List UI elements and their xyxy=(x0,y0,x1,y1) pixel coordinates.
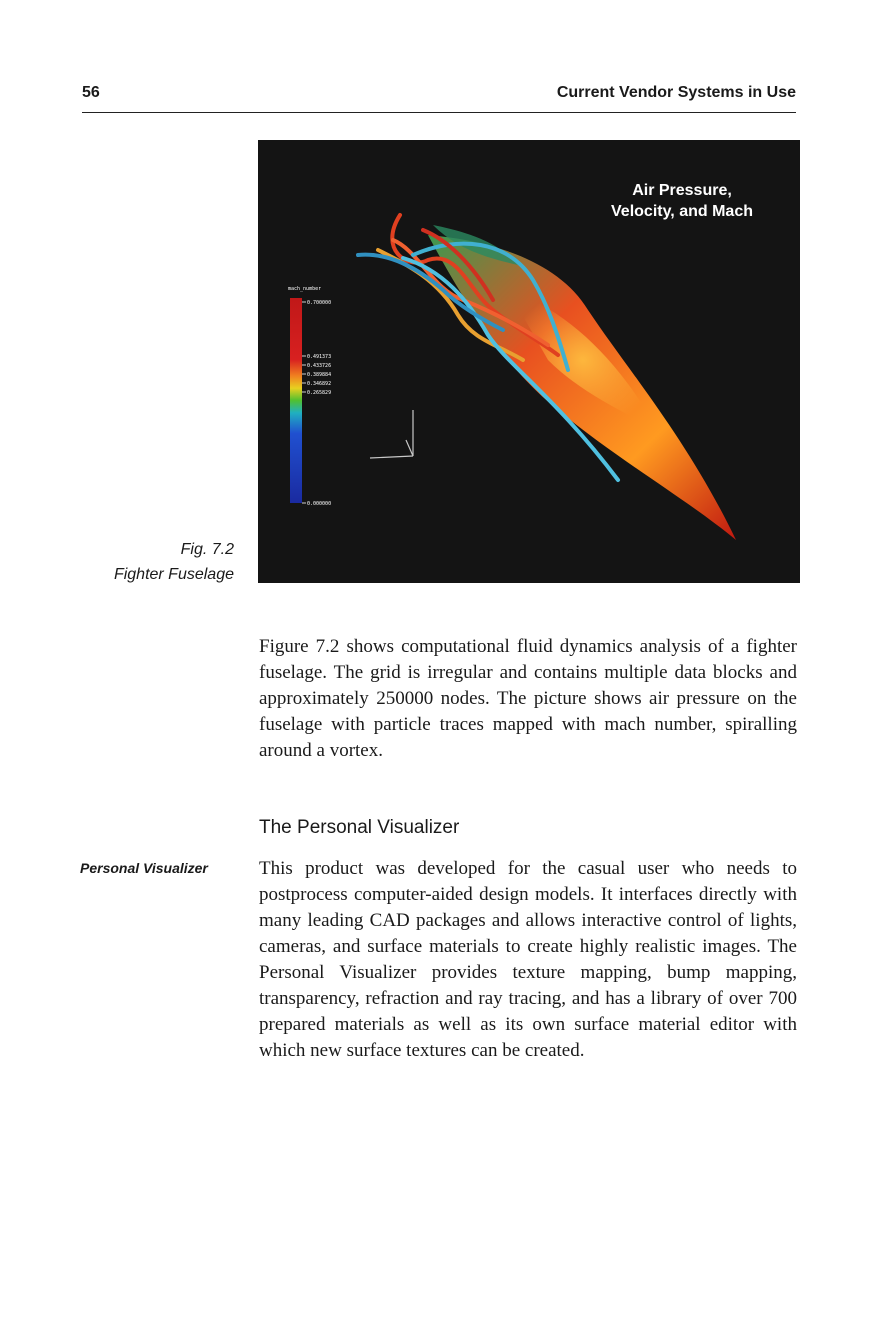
figure-title-line2: Velocity, and Mach xyxy=(611,203,753,220)
legend-tick-label: 0.265829 xyxy=(307,390,332,396)
legend-tick-label: 0.491373 xyxy=(307,354,332,360)
page-header xyxy=(82,84,796,113)
paragraph-2-text: This product was developed for the casual user who needs to postprocess computer-aided design models. It interfaces directly with many leading CAD packages and allows interactive control of lights, cameras, and surface materials to create highly realistic images. The Personal Visualizer provides texture mapping, bump mapping, transparency, refraction and ray tracing, and has a library of over 700 prepared materials as well as its own surface material editor with which new surface textures can be created. xyxy=(259,858,797,1061)
running-head: Current Vendor Systems in Use xyxy=(556,84,796,101)
paragraph-1-text: Figure 7.2 shows computational fluid dynamics analysis of a fighter fuselage. The grid is irregular and contains multiple data blocks and approximately 250000 nodes. The picture shows air pressure on the fuselage with particle traces mapped with mach number, spiralling around a vortex. xyxy=(259,636,797,761)
legend-tick-label: 0.433726 xyxy=(307,363,332,369)
section-heading: The Personal Visualizer xyxy=(259,817,460,838)
caption-text: Fighter Fuselage xyxy=(113,566,234,583)
legend-title: mach_number xyxy=(288,286,322,292)
figure-cfd-visualization xyxy=(258,140,800,583)
legend-ticks xyxy=(302,300,331,507)
legend-tick-label: 0.389884 xyxy=(307,372,332,378)
legend-tick-label: 0.000000 xyxy=(307,501,332,507)
figure-caption xyxy=(114,537,234,587)
legend-tick-label: 0.700000 xyxy=(307,300,332,306)
paragraph-personal-visualizer xyxy=(259,856,797,1064)
figure-title-line1: Air Pressure, xyxy=(632,182,732,199)
paragraph-cfd xyxy=(259,634,797,764)
margin-note: Personal Visualizer xyxy=(80,860,208,876)
caption-label: Fig. 7.2 xyxy=(180,541,234,558)
axes-triad xyxy=(370,410,413,458)
page-number: 56 xyxy=(82,84,100,101)
colorbar xyxy=(290,298,302,503)
cfd-render xyxy=(258,140,800,583)
legend-tick-label: 0.346892 xyxy=(307,381,332,387)
